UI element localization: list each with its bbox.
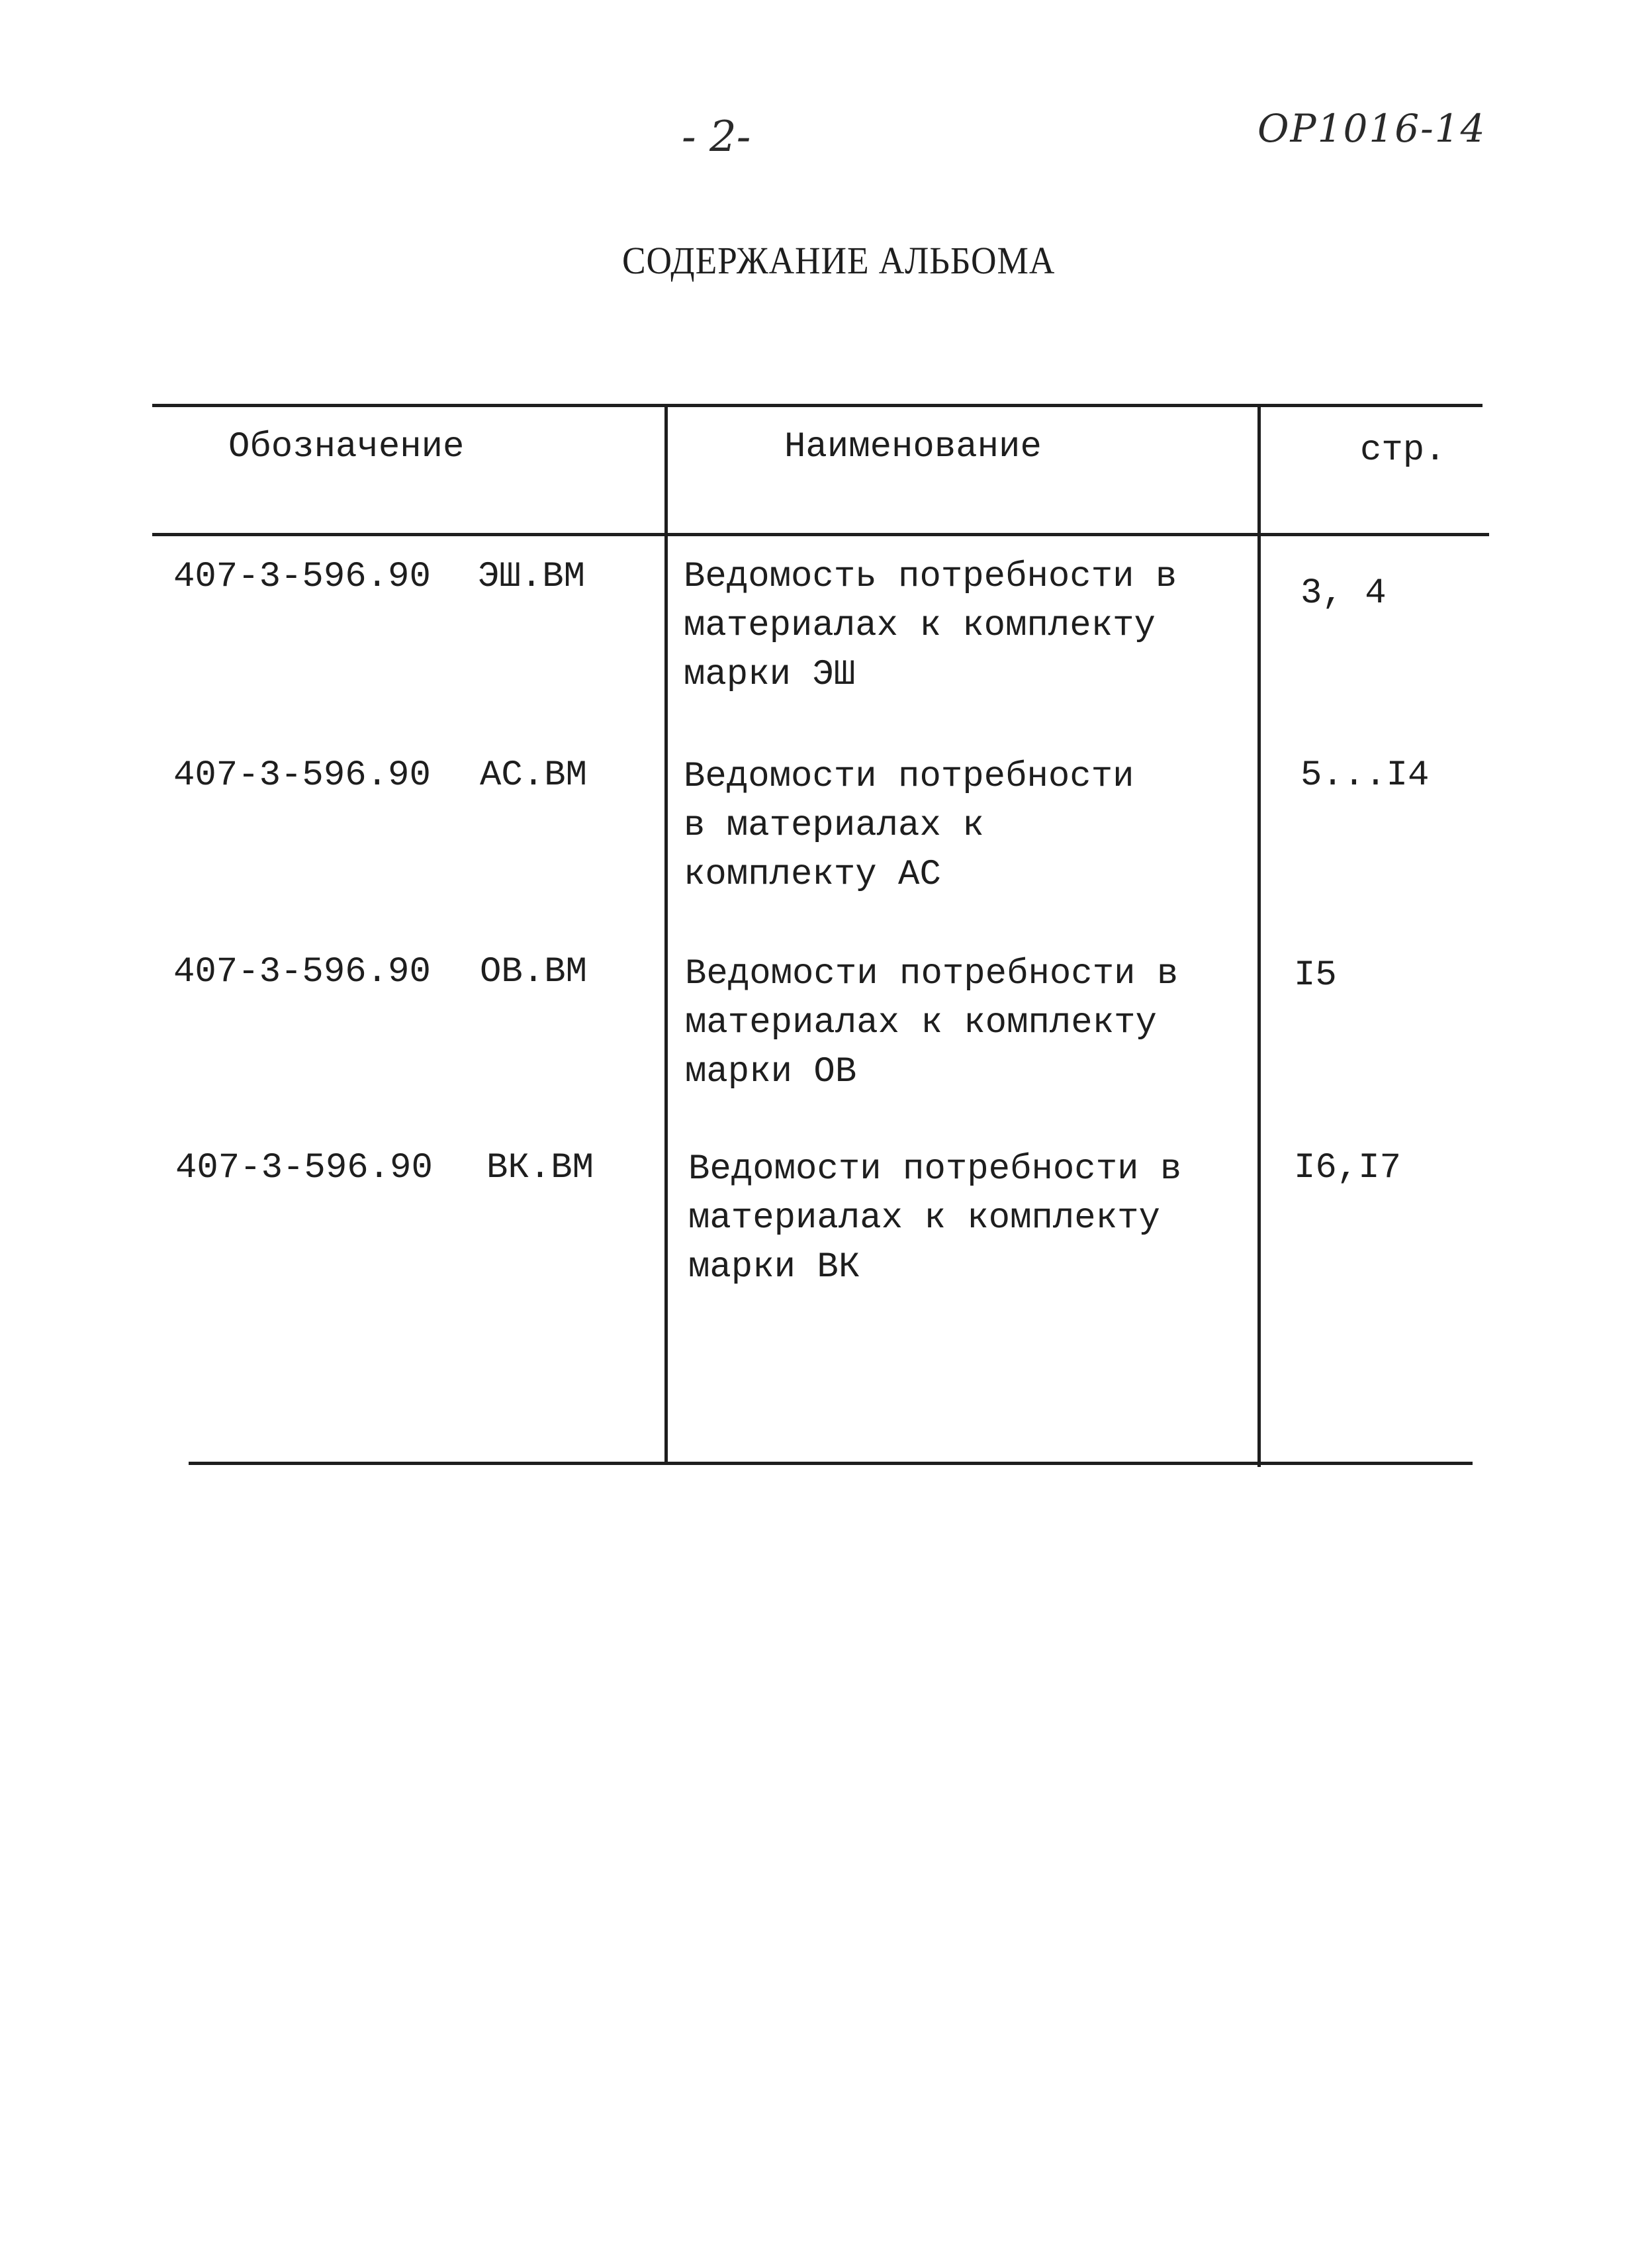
table-column-divider-2	[1257, 405, 1261, 1467]
row-mark: ВК.ВМ	[486, 1148, 594, 1188]
row-code: 407-3-596.90	[173, 557, 431, 597]
row-code: 407-3-596.90	[175, 1148, 433, 1188]
row-code: 407-3-596.90	[173, 952, 431, 992]
row-page: 3, 4	[1300, 573, 1387, 614]
column-header-name: Наименование	[784, 427, 1042, 467]
row-page: I5	[1294, 955, 1337, 996]
table-header-rule	[152, 533, 1489, 536]
row-name: Ведомость потребности в материалах к комплекту марки ЭШ	[684, 557, 1177, 695]
table-top-rule	[152, 404, 1482, 407]
table-column-divider-1	[664, 405, 668, 1463]
row-mark: ОВ.ВМ	[480, 952, 588, 992]
column-header-designation: Обозначение	[228, 427, 465, 467]
row-page: 5...I4	[1300, 755, 1430, 796]
page-title: СОДЕРЖАНИЕ АЛЬБОМА	[622, 239, 1056, 282]
document-code: ОР1016-14	[1257, 106, 1486, 151]
column-header-page: стр.	[1360, 430, 1446, 471]
row-code: 407-3-596.90	[173, 755, 431, 796]
row-name: Ведомости потребности в материалах к комплекту марки ВК	[688, 1149, 1182, 1288]
row-mark: АС.ВМ	[480, 755, 588, 796]
page-number: - 2-	[682, 113, 751, 162]
table-bottom-rule	[189, 1462, 1473, 1465]
row-mark: ЭШ.ВМ	[478, 557, 586, 597]
row-name: Ведомости потребности в материалах к комплекту АС	[684, 757, 1134, 895]
row-name: Ведомости потребности в материалах к комплекту марки ОВ	[685, 954, 1179, 1092]
row-page: I6,I7	[1294, 1148, 1402, 1188]
